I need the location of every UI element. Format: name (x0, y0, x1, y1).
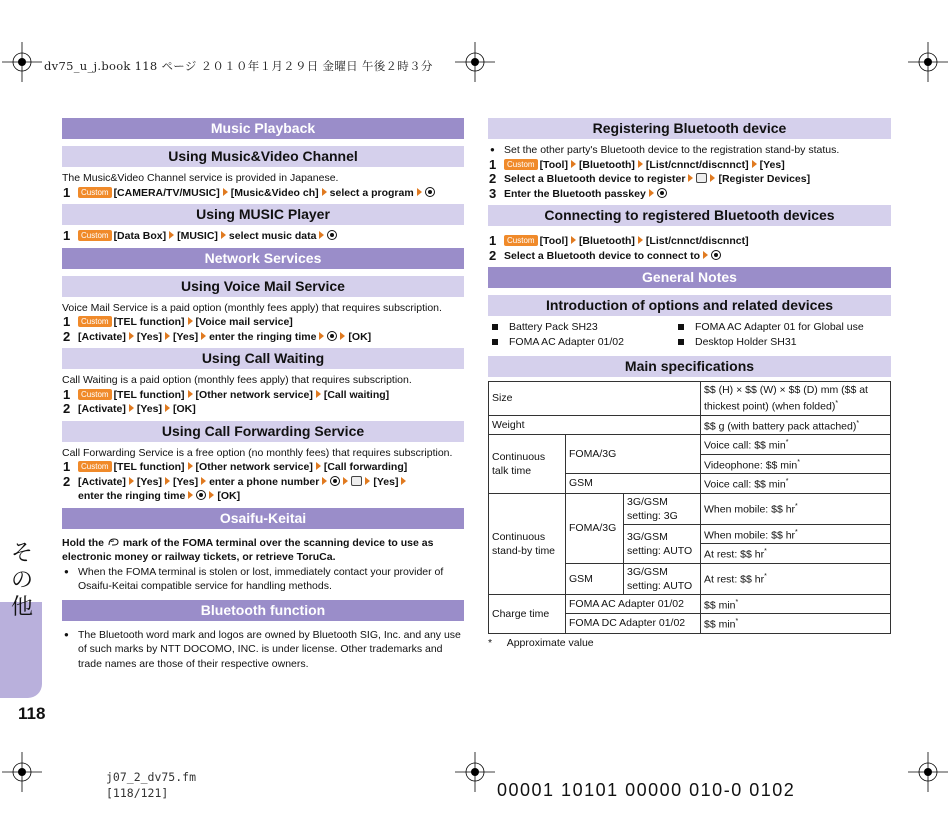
arrow-icon (165, 477, 170, 485)
left-column (62, 118, 464, 671)
subsection-music-video-channel: Using Music&Video Channel (62, 146, 464, 167)
right-column (488, 118, 891, 650)
osaifu-description: Hold the mark of the FOMA terminal over the scanning device to use as electronic money or railway tickets, or retrieve ToruCa. (62, 536, 434, 563)
arrow-icon (129, 404, 134, 412)
section-network-services: Network Services (62, 248, 464, 269)
callwait-description: Call Waiting is a paid option (monthly fees apply) that requires subscription. (62, 374, 412, 386)
spec-charge-label: Charge time (489, 594, 566, 633)
subsection-call-forwarding: Using Call Forwarding Service (62, 421, 464, 442)
spec-setting-auto: 3G/GSM setting: AUTO (624, 563, 701, 594)
osaifu-note: ● When the FOMA terminal is stolen or lost, immediately contact your provider of Osaifu-Keitai compatible service for handling methods. (62, 565, 464, 594)
custom-button-icon: Custom (504, 159, 538, 170)
side-tab (0, 540, 42, 700)
arrow-icon (221, 231, 226, 239)
center-key-icon (657, 188, 667, 198)
arrow-icon (638, 160, 643, 168)
spec-talk-video: Videophone: $$ min* (701, 454, 891, 474)
spec-weight-label: Weight (489, 415, 701, 435)
arrow-icon (169, 231, 174, 239)
option-item: FOMA AC Adapter 01 for Global use (677, 320, 877, 335)
spec-setting-auto: 3G/GSM setting: AUTO (624, 524, 701, 563)
print-header: dv75_u_j.book 118 ページ ２０１０年１月２９日 金曜日 午後２時３分 (44, 59, 433, 73)
arrow-icon (710, 174, 715, 182)
arrow-icon (703, 251, 708, 259)
table-row (489, 415, 891, 435)
spec-table (488, 381, 891, 634)
spec-when-mobile: When mobile: $$ hr* (701, 493, 891, 524)
voicemail-step-2: 2 [Activate] [Yes] [Yes] enter the ringing time [OK] (63, 328, 372, 344)
voicemail-step-1: 1 Custom [TEL function] [Voice mail service] (63, 314, 293, 329)
arrow-icon (340, 332, 345, 340)
spec-charge-ac: $$ min* (701, 594, 891, 614)
arrow-icon (201, 477, 206, 485)
reg-step-2: 2 Select a Bluetooth device to register [Register Devices] (489, 171, 811, 186)
spec-at-rest: At rest: $$ hr* (701, 544, 891, 564)
spec-talk-gsm: Voice call: $$ min* (701, 474, 891, 494)
subsection-music-player: Using MUSIC Player (62, 204, 464, 225)
subsection-call-waiting: Using Call Waiting (62, 348, 464, 369)
spec-standby-label: Continuous stand-by time (489, 493, 566, 594)
arrow-icon (223, 188, 228, 196)
arrow-icon (417, 188, 422, 196)
table-row (489, 435, 891, 455)
center-key-icon (711, 250, 721, 260)
table-row (489, 493, 891, 524)
arrow-icon (188, 491, 193, 499)
custom-button-icon: Custom (78, 187, 112, 198)
custom-button-icon: Custom (78, 316, 112, 327)
reg-step-3: 3 Enter the Bluetooth passkey (488, 187, 891, 202)
registration-mark-icon (455, 42, 495, 82)
options-list (488, 320, 891, 350)
callwait-step-1: 1 Custom [TEL function] [Other network service] [Call waiting] (63, 386, 390, 402)
subsection-main-specifications: Main specifications (488, 356, 891, 377)
print-footer-file (106, 769, 196, 801)
center-key-icon (330, 476, 340, 486)
custom-button-icon: Custom (78, 461, 112, 472)
option-item: Desktop Holder SH31 (677, 335, 877, 350)
arrow-icon (129, 477, 134, 485)
menu-key-icon (696, 173, 707, 183)
center-key-icon (327, 230, 337, 240)
arrow-icon (649, 189, 654, 197)
custom-button-icon: Custom (78, 389, 112, 400)
callfwd-step-2: 2 [Activate] [Yes] [Yes] enter a phone number [Yes] enter the ringing time [OK] (62, 475, 464, 504)
arrow-icon (638, 236, 643, 244)
spec-setting-3g: 3G/GSM setting: 3G (624, 493, 701, 524)
side-tab-label: その他 (10, 541, 33, 620)
arrow-icon (316, 462, 321, 470)
arrow-icon (322, 477, 327, 485)
felica-mark-icon (107, 537, 120, 547)
arrow-icon (209, 491, 214, 499)
section-general-notes: General Notes (488, 267, 891, 288)
center-key-icon (425, 187, 435, 197)
spec-foma-3g: FOMA/3G (566, 493, 624, 563)
table-row (489, 382, 891, 416)
arrow-icon (165, 332, 170, 340)
connect-step-1: 1 Custom [Tool] [Bluetooth] [List/cnnct/discnnct] (489, 233, 749, 248)
center-key-icon (327, 331, 337, 341)
mvc-step-1: 1 Custom [CAMERA/TV/MUSIC] [Music&Video ch] select a program (62, 186, 464, 201)
footnote: * Approximate value (488, 636, 594, 649)
spec-size-value: $$ (H) × $$ (W) × $$ (D) mm ($$ at thickest point) (when folded)* (701, 382, 891, 416)
footer-file-pages: [118/121] (106, 786, 169, 800)
arrow-icon (319, 231, 324, 239)
custom-button-icon: Custom (78, 230, 112, 241)
registration-mark-icon (2, 42, 42, 82)
arrow-icon (319, 332, 324, 340)
camera-key-icon (351, 476, 362, 486)
connect-step-2: 2 Select a Bluetooth device to connect to (488, 249, 891, 264)
subsection-voice-mail: Using Voice Mail Service (62, 276, 464, 297)
spec-gsm: GSM (566, 474, 701, 494)
callfwd-description: Call Forwarding Service is a free option (no monthly fees) that requires subscription. (62, 446, 453, 459)
reg-note: ● Set the other party's Bluetooth device to the registration stand-by status. (488, 143, 891, 158)
arrow-icon (571, 160, 576, 168)
page-number: 118 (18, 704, 46, 723)
spec-charge-dc: $$ min* (701, 614, 891, 634)
spec-foma-3g: FOMA/3G (566, 435, 701, 474)
arrow-icon (322, 188, 327, 196)
option-item: Battery Pack SH23 (491, 320, 677, 335)
arrow-icon (188, 390, 193, 398)
spec-when-mobile: When mobile: $$ hr* (701, 524, 891, 544)
spec-dc-adapter: FOMA DC Adapter 01/02 (566, 614, 701, 634)
custom-button-icon: Custom (504, 235, 538, 246)
callfwd-step-1: 1 Custom [TEL function] [Other network service] [Call forwarding] (63, 459, 408, 474)
voicemail-description: Voice Mail Service is a paid option (monthly fees apply) that requires subscription. (62, 301, 442, 314)
arrow-icon (752, 160, 757, 168)
registration-mark-icon (2, 752, 42, 792)
callwait-step-2: 2 [Activate] [Yes] [OK] (63, 401, 196, 416)
section-bluetooth-function: Bluetooth function (62, 600, 464, 621)
table-row (489, 594, 891, 614)
subsection-options-devices: Introduction of options and related devices (488, 295, 891, 316)
arrow-icon (365, 477, 370, 485)
section-music-playback: Music Playback (62, 118, 464, 139)
spec-ac-adapter: FOMA AC Adapter 01/02 (566, 594, 701, 614)
spec-talk-voice: Voice call: $$ min* (701, 435, 891, 455)
arrow-icon (316, 390, 321, 398)
reg-step-1: 1 Custom [Tool] [Bluetooth] [List/cnnct/discnnct] [Yes] (489, 156, 785, 172)
registration-mark-icon (455, 752, 495, 792)
mvc-description: The Music&Video Channel service is provided in Japanese. (62, 172, 339, 184)
center-key-icon (196, 490, 206, 500)
arrow-icon (343, 477, 348, 485)
spec-size-label: Size (489, 382, 701, 416)
arrow-icon (688, 174, 693, 182)
arrow-icon (571, 236, 576, 244)
print-footer-code: 00001 10101 00000 010-0 0102 (497, 780, 796, 800)
registration-mark-icon (908, 42, 948, 82)
arrow-icon (129, 332, 134, 340)
subsection-connecting-bluetooth: Connecting to registered Bluetooth devices (488, 205, 891, 226)
bluetooth-trademark-note: ● The Bluetooth word mark and logos are owned by Bluetooth SIG, Inc. and any use of such marks by NTT DOCOMO, INC. is under license. Other trademarks and trade names are those of their respective owners. (62, 628, 464, 672)
footer-file-name: j07_2_dv75.fm (106, 770, 197, 784)
spec-weight-value: $$ g (with battery pack attached)* (701, 415, 891, 435)
arrow-icon (165, 404, 170, 412)
registration-mark-icon (908, 752, 948, 792)
spec-talk-label: Continuous talk time (489, 435, 566, 494)
spec-gsm: GSM (566, 563, 624, 594)
music-player-step-1: 1 Custom [Data Box] [MUSIC] select music data (62, 229, 464, 244)
arrow-icon (188, 462, 193, 470)
subsection-registering-bluetooth: Registering Bluetooth device (488, 118, 891, 139)
arrow-icon (401, 477, 406, 485)
arrow-icon (201, 332, 206, 340)
option-item: FOMA AC Adapter 01/02 (491, 335, 677, 350)
arrow-icon (188, 317, 193, 325)
spec-at-rest-gsm: At rest: $$ hr* (701, 563, 891, 594)
section-osaifu-keitai: Osaifu-Keitai (62, 508, 464, 529)
